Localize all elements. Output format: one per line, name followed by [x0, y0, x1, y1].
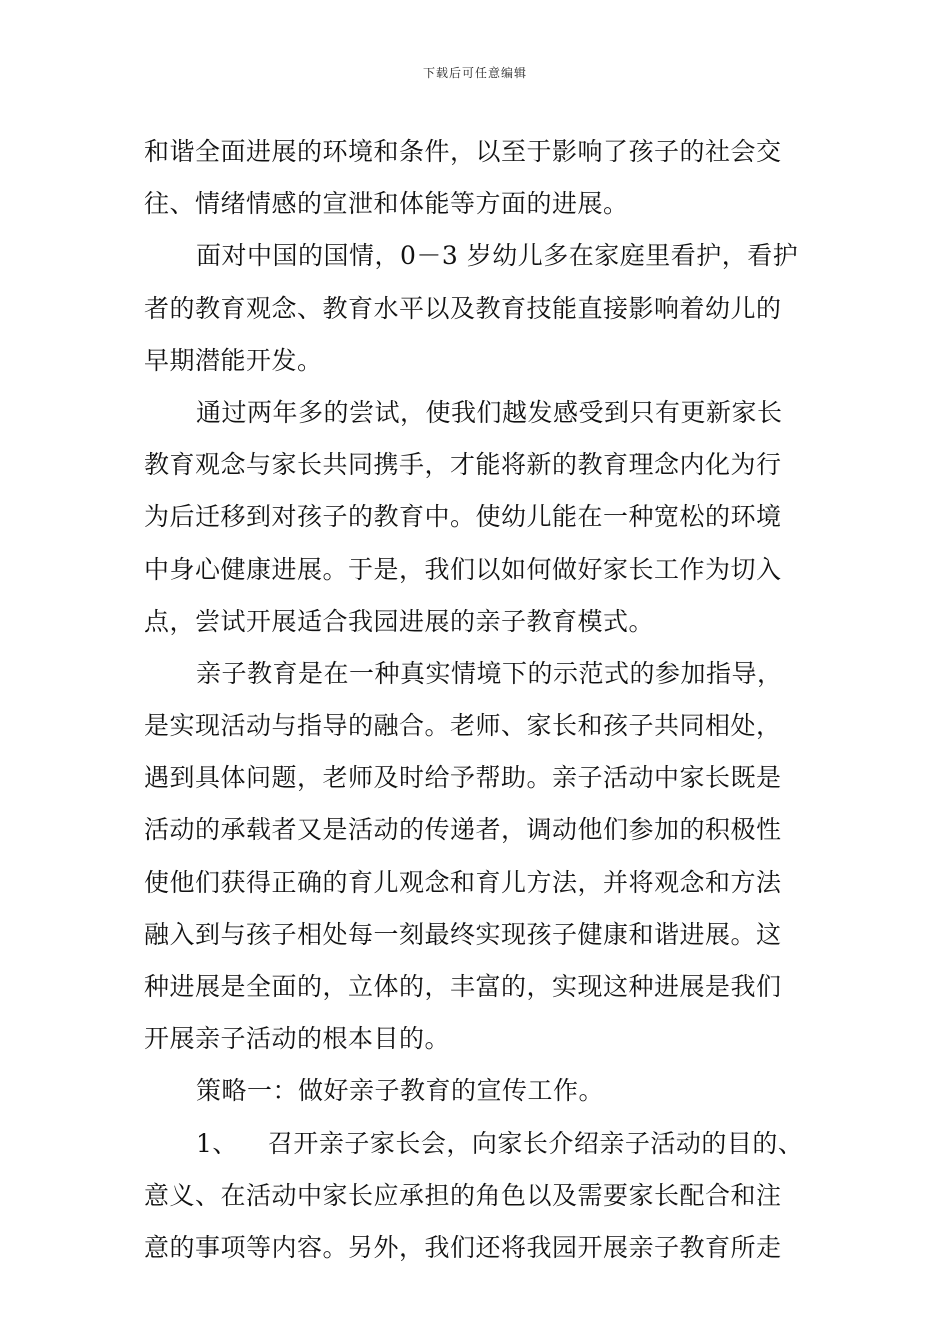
paragraph-line: 往、情绪情感的宣泄和体能等方面的进展。: [144, 189, 629, 219]
paragraph-line: 教育观念与家长共同携手，才能将新的教育理念内化为行: [144, 450, 782, 480]
paragraph-line: 活动的承载者又是活动的传递者，调动他们参加的积极性: [144, 815, 782, 845]
paragraph-line: 者的教育观念、教育水平以及教育技能直接影响着幼儿的: [144, 293, 782, 323]
paragraph-line: 是实现活动与指导的融合。老师、家长和孩子共同相处，: [144, 711, 782, 741]
paragraph-line: 种进展是全面的，立体的，丰富的，实现这种进展是我们: [144, 972, 782, 1001]
paragraph-line: 融入到与孩子相处每一刻最终实现孩子健康和谐进展。这: [144, 919, 782, 949]
paragraph-line: 为后迁移到对孩子的教育中。使幼儿能在一种宽松的环境: [144, 502, 782, 532]
strategy-heading: 策略一：做好亲子教育的宣传工作。: [196, 1076, 605, 1106]
paragraph-line: 面对中国的国情，0－3 岁幼儿多在家庭里看护，看护: [196, 241, 799, 271]
numbered-item-text: 召开亲子家长会，向家长介绍亲子活动的目的、: [267, 1128, 804, 1158]
paragraph-line: 通过两年多的尝试，使我们越发感受到只有更新家长: [196, 397, 783, 427]
page-header: 下载后可任意编辑: [422, 66, 527, 80]
paragraph-line: 遇到具体问题，老师及时给予帮助。亲子活动中家长既是: [144, 763, 782, 793]
paragraph-line: 早期潜能开发。: [144, 345, 323, 375]
paragraph-line: 中身心健康进展。于是，我们以如何做好家长工作为切入: [144, 554, 782, 584]
paragraph-line: 开展亲子活动的根本目的。: [144, 1024, 451, 1054]
numbered-item-line: [144, 1118, 808, 1170]
paragraph-line: 使他们获得正确的育儿观念和育儿方法，并将观念和方法: [144, 867, 782, 897]
paragraph-line: 点，尝试开展适合我园进展的亲子教育模式。: [144, 606, 655, 636]
paragraph-line: 意义、在活动中家长应承担的角色以及需要家长配合和注: [144, 1180, 782, 1210]
paragraph-line: 和谐全面进展的环境和条件，以至于影响了孩子的社会交: [144, 137, 782, 166]
body-text: [144, 126, 808, 1274]
paragraph-line: 亲子教育是在一种真实情境下的示范式的参加指导，: [196, 658, 783, 688]
list-number: 1、: [196, 1128, 238, 1158]
paragraph-line: 意的事项等内容。另外，我们还将我园开展亲子教育所走: [144, 1232, 782, 1262]
